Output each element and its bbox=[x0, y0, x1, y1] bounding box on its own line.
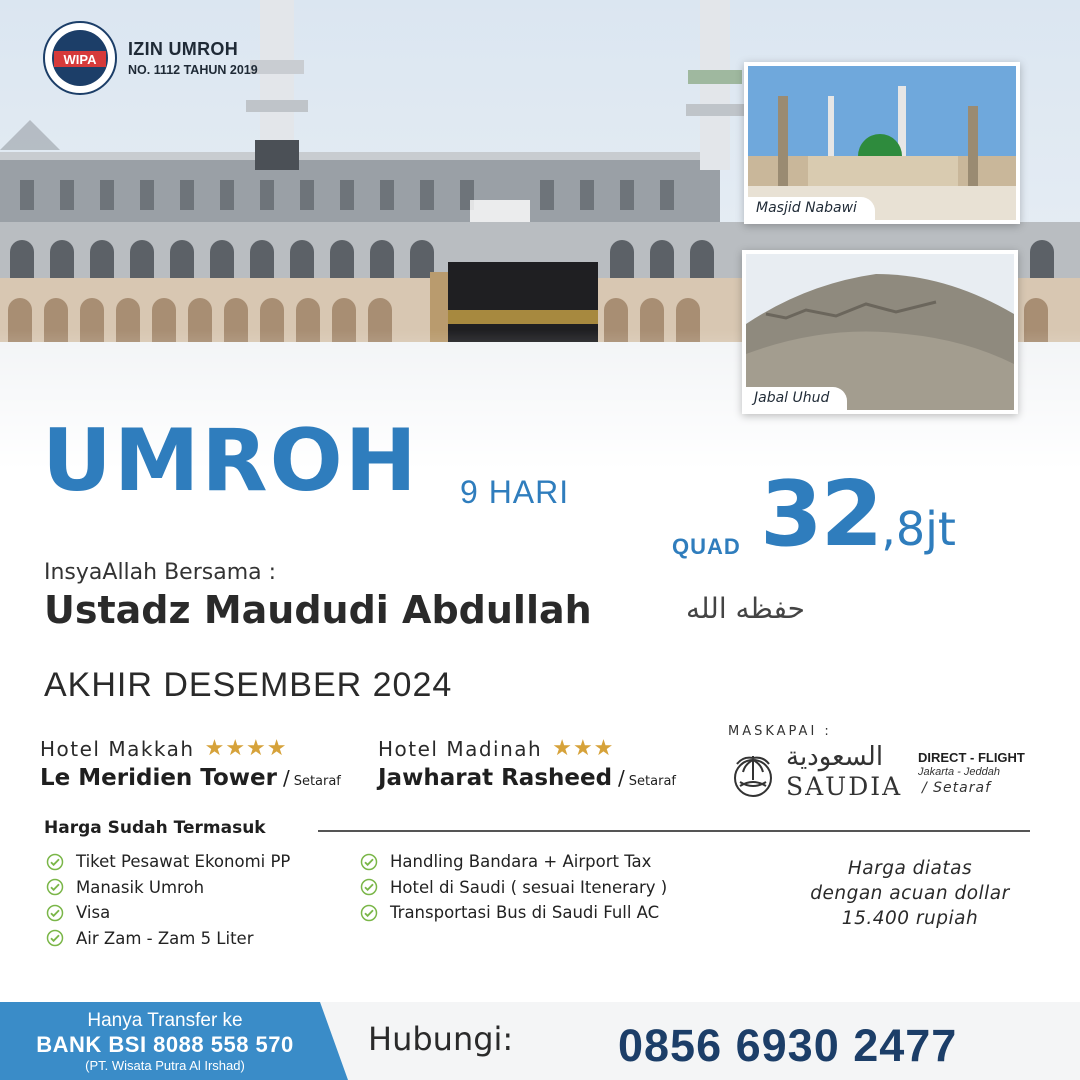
departure-schedule: AKHIR DESEMBER 2024 bbox=[44, 666, 453, 704]
hotel-madinah bbox=[378, 736, 676, 791]
hotel-suffix: Setaraf bbox=[293, 774, 341, 789]
hotel-separator: / bbox=[618, 766, 625, 790]
account-holder: (PT. Wisata Putra Al Irshad) bbox=[85, 1058, 245, 1073]
airline-label: MASKAPAI : bbox=[728, 724, 832, 739]
hotel-separator: / bbox=[282, 766, 290, 790]
list-item bbox=[46, 900, 290, 926]
divider bbox=[318, 830, 1030, 832]
check-circle-icon bbox=[360, 853, 378, 871]
inclusion-label: Transportasi Bus di Saudi Full AC bbox=[390, 903, 660, 923]
package-duration: 9 HARI bbox=[460, 474, 570, 510]
check-circle-icon bbox=[360, 878, 378, 896]
inclusion-label: Air Zam - Zam 5 Liter bbox=[76, 928, 254, 948]
list-item bbox=[360, 875, 667, 901]
check-circle-icon bbox=[360, 904, 378, 922]
airline-name: SAUDIA bbox=[786, 772, 903, 801]
wipa-logo-icon bbox=[42, 20, 118, 96]
wipa-logo-text: WIPA bbox=[63, 52, 97, 67]
list-item bbox=[360, 900, 667, 926]
inclusion-label: Visa bbox=[76, 903, 111, 923]
package-title: UMROH bbox=[42, 411, 419, 511]
license-block bbox=[42, 20, 258, 96]
license-number: NO. 1112 TAHUN 2019 bbox=[128, 63, 258, 77]
airline-suffix: / Setaraf bbox=[922, 780, 991, 796]
inclusions-heading: Harga Sudah Termasuk bbox=[44, 818, 266, 838]
payment-banner bbox=[0, 1002, 350, 1080]
list-item bbox=[46, 926, 290, 952]
hotel-makkah bbox=[40, 736, 341, 791]
inclusion-label: Hotel di Saudi ( sesuai Itenerary ) bbox=[390, 877, 668, 897]
airline-arabic-name: السعودية bbox=[786, 742, 884, 772]
photo-jabal-uhud bbox=[742, 250, 1018, 414]
contact-phone[interactable]: 0856 6930 2477 bbox=[618, 1020, 958, 1071]
room-type: QUAD bbox=[672, 534, 741, 559]
guide-honorific: حفظه الله bbox=[686, 592, 805, 625]
photo-caption: Jabal Uhud bbox=[746, 387, 847, 410]
saudia-palm-logo-icon bbox=[728, 742, 778, 798]
star-rating-icon: ★★★ bbox=[552, 736, 615, 761]
check-circle-icon bbox=[46, 853, 64, 871]
price-note bbox=[760, 856, 1060, 931]
photo-caption: Masjid Nabawi bbox=[748, 197, 875, 220]
license-title: IZIN UMROH bbox=[128, 39, 238, 59]
price-main: 32 bbox=[760, 462, 882, 567]
hotel-label: Hotel Makkah bbox=[40, 736, 195, 761]
inclusion-label: Handling Bandara + Airport Tax bbox=[390, 852, 652, 872]
inclusions-list-left bbox=[46, 849, 290, 951]
check-circle-icon bbox=[46, 878, 64, 896]
contact-label: Hubungi: bbox=[368, 1020, 514, 1058]
list-item bbox=[46, 875, 290, 901]
check-circle-icon bbox=[46, 929, 64, 947]
hotel-label: Hotel Madinah bbox=[378, 736, 543, 761]
price-note-line: dengan acuan dollar bbox=[810, 883, 1010, 904]
price-note-line: Harga diatas bbox=[847, 858, 973, 879]
hotel-name: Jawharat Rasheed bbox=[378, 765, 613, 791]
check-circle-icon bbox=[46, 904, 64, 922]
list-item bbox=[360, 849, 667, 875]
guide-name: Ustadz Maududi Abdullah bbox=[44, 588, 592, 632]
price-decimal: ,8jt bbox=[881, 502, 956, 556]
guide-intro: InsyaAllah Bersama : bbox=[44, 560, 277, 585]
hotel-suffix: Setaraf bbox=[628, 774, 676, 789]
bank-account: BANK BSI 8088 558 570 bbox=[36, 1032, 294, 1057]
airline-block bbox=[728, 724, 1048, 804]
flight-type: DIRECT - FLIGHT bbox=[918, 750, 1025, 765]
list-item bbox=[46, 849, 290, 875]
payment-line-1: Hanya Transfer ke bbox=[87, 1010, 243, 1031]
star-rating-icon: ★★★★ bbox=[204, 736, 288, 761]
inclusions-list-right bbox=[360, 849, 667, 926]
photo-masjid-nabawi bbox=[744, 62, 1020, 224]
inclusion-label: Tiket Pesawat Ekonomi PP bbox=[76, 852, 291, 872]
price-note-line: 15.400 rupiah bbox=[841, 908, 979, 929]
inclusion-label: Manasik Umroh bbox=[76, 877, 205, 897]
hotel-name: Le Meridien Tower bbox=[40, 765, 277, 791]
package-price bbox=[760, 462, 956, 567]
flight-route: Jakarta - Jeddah bbox=[918, 766, 1000, 778]
